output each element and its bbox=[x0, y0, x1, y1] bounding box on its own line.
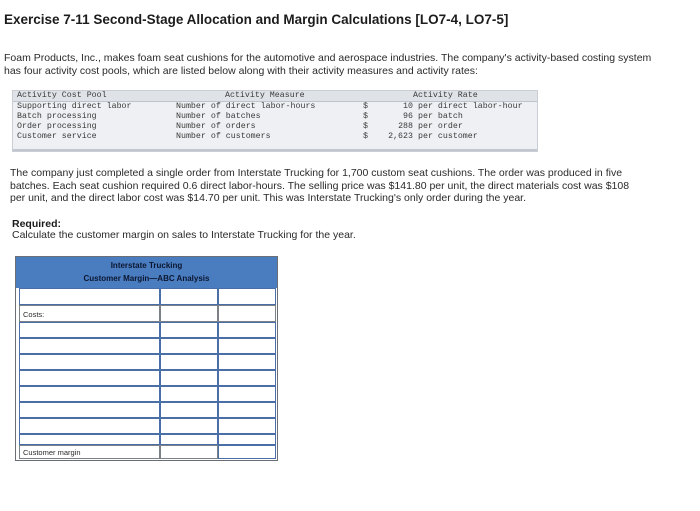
costs-label: Costs: bbox=[23, 310, 45, 319]
row-pool: Order processing bbox=[17, 122, 97, 131]
cost-amount-input[interactable] bbox=[160, 418, 218, 434]
cost-total-input[interactable] bbox=[218, 402, 276, 418]
cost-total-input[interactable] bbox=[218, 418, 276, 434]
costs-amount-cell bbox=[160, 305, 218, 322]
answer-total-input[interactable] bbox=[218, 288, 276, 305]
cost-total-input[interactable] bbox=[218, 386, 276, 402]
order-details-paragraph: The company just completed a single order from Interstate Trucking for 1,700 custom seat cushions. The order was produced in five batches. Each seat cushion required 0.6 direct labor-hours. The selling price was $141.80 per unit, the direct materials cost was $108 per unit, and the direct labor cost was $14.70 per unit. This was Interstate Trucking's only order during the year. bbox=[10, 167, 630, 204]
row-rate-unit: per batch bbox=[418, 112, 463, 121]
cost-amount-input[interactable] bbox=[160, 354, 218, 370]
customer-margin-amount-cell bbox=[160, 445, 218, 459]
answer-table-title: Interstate Trucking bbox=[110, 261, 183, 270]
customer-margin-label: Customer margin bbox=[23, 448, 81, 457]
header-activity-cost-pool: Activity Cost Pool bbox=[17, 91, 107, 100]
intro-paragraph: Foam Products, Inc., makes foam seat cushions for the automotive and aerospace industries. The company's activity-based costing system has four activity cost pools, which are listed below along with their activity measures and activity rates: bbox=[4, 52, 652, 77]
row-measure: Number of customers bbox=[176, 132, 271, 141]
answer-label-input[interactable] bbox=[19, 288, 160, 305]
header-activity-measure: Activity Measure bbox=[225, 91, 305, 100]
cost-label-input[interactable] bbox=[19, 418, 160, 434]
answer-table-header bbox=[16, 257, 277, 288]
row-rate-unit: per order bbox=[418, 122, 463, 131]
cost-label-input[interactable] bbox=[19, 386, 160, 402]
required-label: Required: bbox=[12, 218, 62, 230]
cost-amount-input[interactable] bbox=[160, 434, 218, 445]
cost-total-input[interactable] bbox=[218, 354, 276, 370]
row-pool: Batch processing bbox=[17, 112, 97, 121]
cost-total-input[interactable] bbox=[218, 338, 276, 354]
cost-label-input[interactable] bbox=[19, 402, 160, 418]
row-rate-amount: 96 bbox=[403, 112, 413, 121]
customer-margin-label-cell bbox=[19, 445, 160, 459]
row-rate-amount: 288 bbox=[398, 122, 413, 131]
row-dollar-sign: $ bbox=[363, 102, 368, 111]
row-rate-amount: 2,623 bbox=[388, 132, 413, 141]
cost-label-input[interactable] bbox=[19, 322, 160, 338]
customer-margin-input[interactable] bbox=[218, 445, 276, 459]
cost-total-input[interactable] bbox=[218, 370, 276, 386]
row-pool: Customer service bbox=[17, 132, 97, 141]
cost-label-input[interactable] bbox=[19, 338, 160, 354]
row-rate-unit: per customer bbox=[418, 132, 478, 141]
required-text: Calculate the customer margin on sales to Interstate Trucking for the year. bbox=[12, 229, 356, 241]
customer-margin-answer-table bbox=[15, 256, 278, 461]
cost-total-input[interactable] bbox=[218, 434, 276, 445]
activity-rate-table bbox=[12, 90, 538, 152]
cost-amount-input[interactable] bbox=[160, 338, 218, 354]
cost-amount-input[interactable] bbox=[160, 386, 218, 402]
answer-table-subtitle: Customer Margin—ABC Analysis bbox=[83, 274, 210, 283]
exercise-title: Exercise 7-11 Second-Stage Allocation and Margin Calculations [LO7-4, LO7-5] bbox=[4, 12, 509, 27]
costs-label-cell bbox=[19, 305, 160, 322]
row-dollar-sign: $ bbox=[363, 112, 368, 121]
cost-total-input[interactable] bbox=[218, 322, 276, 338]
row-rate-amount: 10 bbox=[403, 102, 413, 111]
row-pool: Supporting direct labor bbox=[17, 102, 132, 111]
cost-amount-input[interactable] bbox=[160, 402, 218, 418]
row-dollar-sign: $ bbox=[363, 122, 368, 131]
cost-amount-input[interactable] bbox=[160, 322, 218, 338]
activity-table-rule bbox=[13, 149, 537, 151]
header-activity-rate: Activity Rate bbox=[413, 91, 478, 100]
cost-label-input[interactable] bbox=[19, 434, 160, 445]
cost-label-input[interactable] bbox=[19, 370, 160, 386]
row-measure: Number of orders bbox=[176, 122, 256, 131]
row-rate-unit: per direct labor-hour bbox=[418, 102, 523, 111]
costs-total-cell bbox=[218, 305, 276, 322]
cost-label-input[interactable] bbox=[19, 354, 160, 370]
row-measure: Number of direct labor-hours bbox=[176, 102, 316, 111]
answer-amount-input[interactable] bbox=[160, 288, 218, 305]
row-measure: Number of batches bbox=[176, 112, 261, 121]
cost-amount-input[interactable] bbox=[160, 370, 218, 386]
row-dollar-sign: $ bbox=[363, 132, 368, 141]
